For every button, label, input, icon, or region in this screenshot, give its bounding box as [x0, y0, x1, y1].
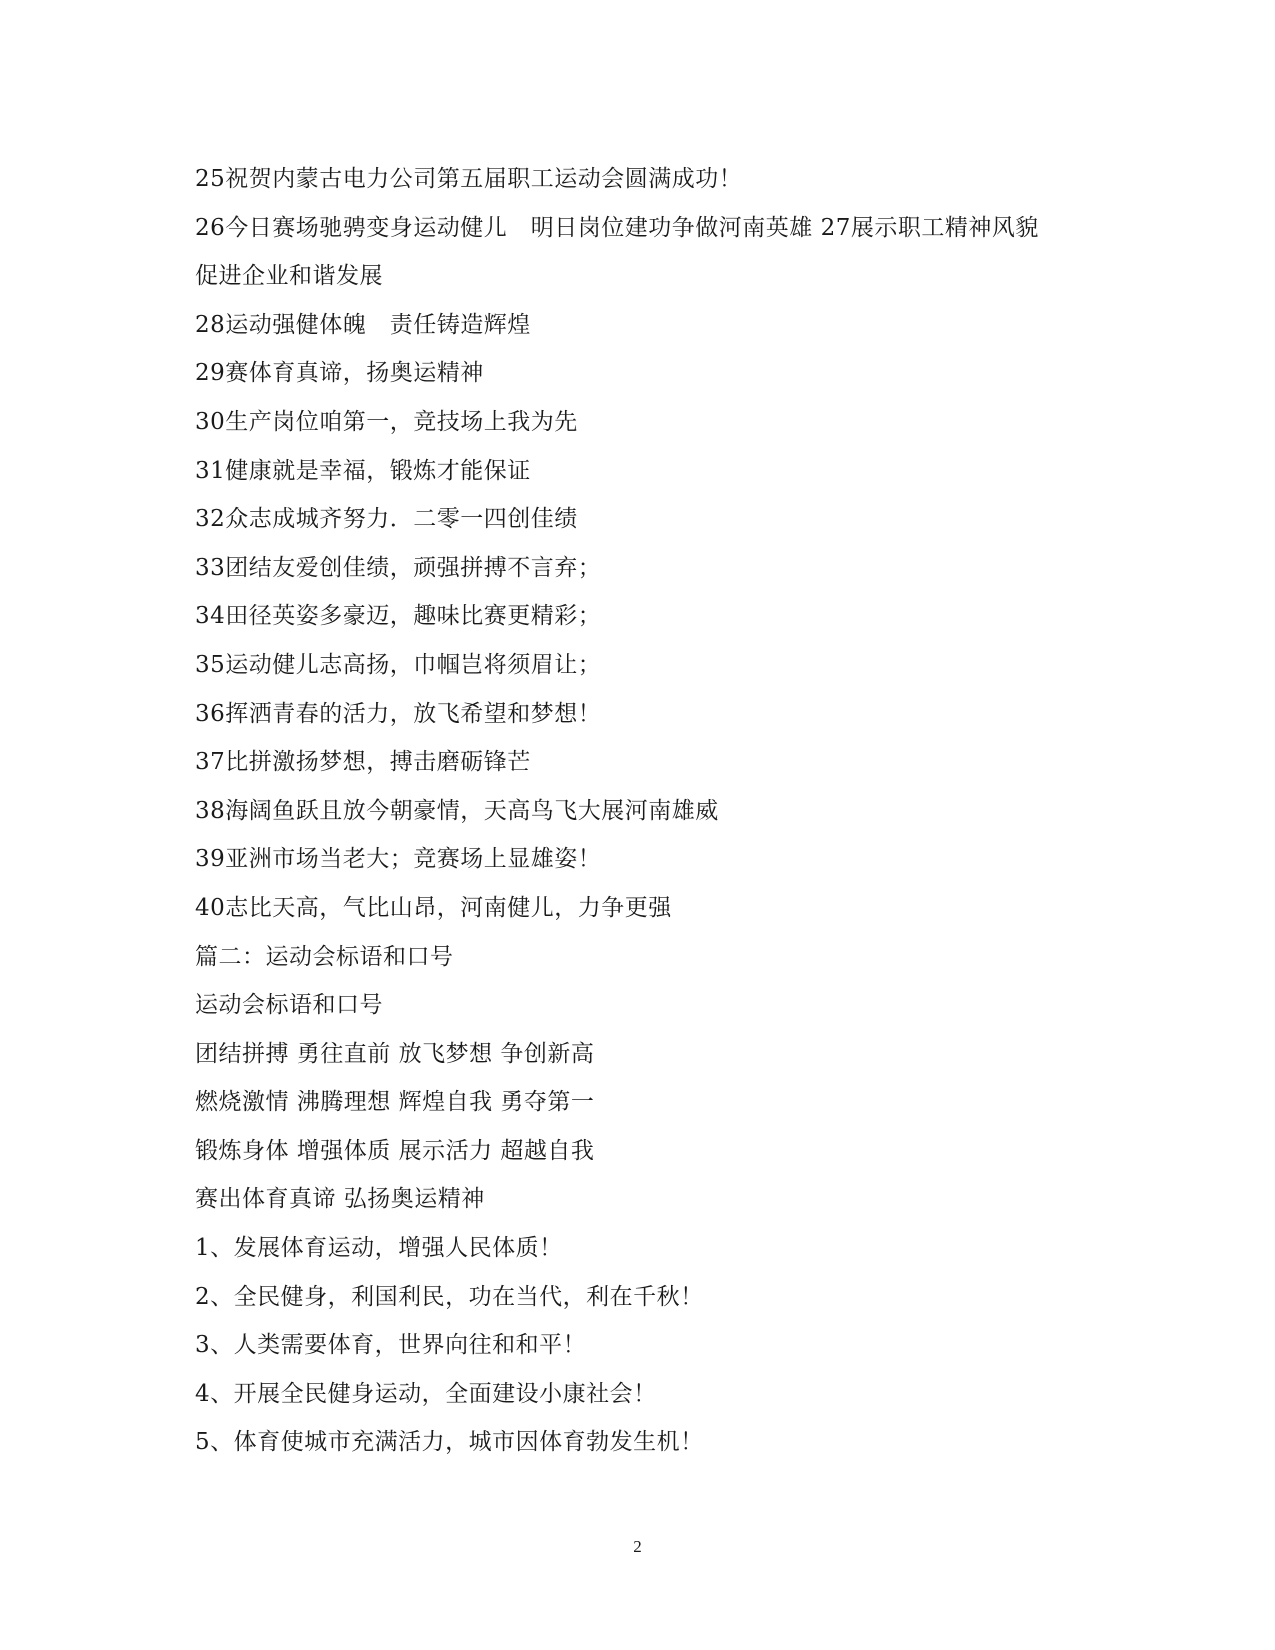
- text-line: 35运动健儿志高扬，巾帼岂将须眉让；: [195, 651, 602, 678]
- text-line: 36挥洒青春的活力，放飞希望和梦想！: [195, 700, 602, 727]
- page-number: 2: [633, 1537, 642, 1556]
- text-line: 燃烧激情 沸腾理想 辉煌自我 勇夺第一: [195, 1089, 595, 1116]
- list-item: 1、发展体育运动，增强人民体质！: [195, 1235, 563, 1262]
- text-line: 38海阔鱼跃且放今朝豪情，天高鸟飞大展河南雄威: [195, 797, 719, 824]
- text-line: 26今日赛场驰骋变身运动健儿 明日岗位建功争做河南英雄 27展示职工精神风貌: [195, 214, 1039, 241]
- text-line: 赛出体育真谛 弘扬奥运精神: [195, 1186, 485, 1213]
- list-item: 4、开展全民健身运动，全面建设小康社会！: [195, 1380, 657, 1407]
- text-line: 团结拼搏 勇往直前 放飞梦想 争创新高: [195, 1040, 595, 1067]
- text-line: 40志比天高，气比山昂，河南健儿，力争更强: [195, 894, 672, 921]
- text-line: 32众志成城齐努力．二零一四创佳绩: [195, 506, 578, 533]
- document-body: [195, 155, 1095, 1467]
- text-line: 28运动强健体魄 责任铸造辉煌: [195, 311, 531, 338]
- text-line: 39亚洲市场当老大；竞赛场上显雄姿！: [195, 846, 602, 873]
- text-line: 37比拼激扬梦想，搏击磨砺锋芒: [195, 749, 531, 776]
- section-title: 运动会标语和口号: [195, 992, 383, 1019]
- text-line: 30生产岗位咱第一，竞技场上我为先: [195, 408, 578, 435]
- text-line: 31健康就是幸福，锻炼才能保证: [195, 457, 531, 484]
- text-line: 29赛体育真谛，扬奥运精神: [195, 360, 484, 387]
- text-line: 锻炼身体 增强体质 展示活力 超越自我: [195, 1137, 595, 1164]
- list-item: 5、体育使城市充满活力，城市因体育勃发生机！: [195, 1429, 704, 1456]
- text-line: 25祝贺内蒙古电力公司第五届职工运动会圆满成功！: [195, 166, 743, 192]
- text-line: 34田径英姿多豪迈，趣味比赛更精彩；: [195, 603, 602, 630]
- list-item: 3、人类需要体育，世界向往和和平！: [195, 1332, 587, 1359]
- text-line: 促进企业和谐发展: [195, 263, 383, 290]
- section-heading: 篇二：运动会标语和口号: [195, 943, 454, 970]
- text-line: 33团结友爱创佳绩，顽强拼搏不言弃；: [195, 554, 602, 581]
- list-item: 2、全民健身，利国利民，功在当代，利在千秋！: [195, 1283, 704, 1310]
